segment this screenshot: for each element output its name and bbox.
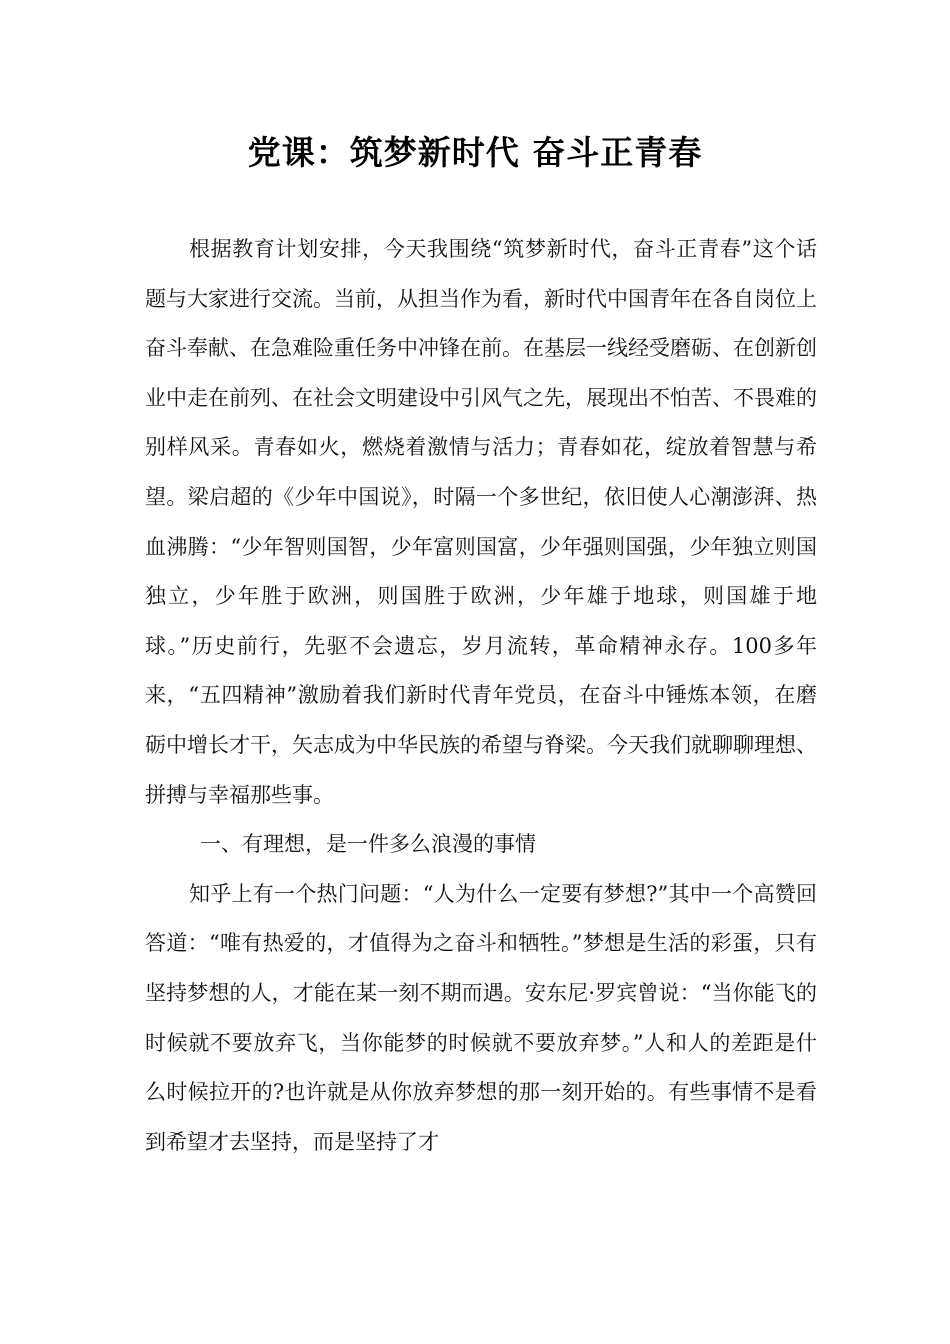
- document-title: 党课：筑梦新时代 奋斗正青春: [247, 133, 703, 172]
- section-heading-1: 一、有理想，是一件多么浪漫的事情: [200, 832, 536, 857]
- document-body: [145, 225, 817, 1167]
- intro-paragraph: 根据教育计划安排，今天我围绕“筑梦新时代，奋斗正青春”这个话题与大家进行交流。当前，从担当作为看，新时代中国青年在各自岗位上奋斗奉献、在急难险重任务中冲锋在前。在基层一线经受磨砺、在创新创业中走在前列、在社会文明建设中引风气之先，展现出不怕苦、不畏难的别样风采。青春如火，燃烧着激情与活力；青春如花，绽放着智慧与希望。梁启超的《少年中国说》，时隔一个多世纪，依旧使人心潮澎湃、热血沸腾：“少年智则国智，少年富则国富，少年强则国强，少年独立则国独立，少年胜于欧洲，则国胜于欧洲，少年雄于地球，则国雄于地球。”历史前行，先驱不会遗忘，岁月流转，革命精神永存。100多年来，“五四精神”激励着我们新时代青年党员，在奋斗中锤炼本领，在磨砺中增长才干，矢志成为中华民族的希望与脊梁。今天我们就聊聊理想、拼搏与幸福那些事。: [145, 237, 817, 807]
- section-1-paragraph: 知乎上有一个热门问题：“人为什么一定要有梦想?”其中一个高赞回答道：“唯有热爱的，才值得为之奋斗和牺牲。”梦想是生活的彩蛋，只有坚持梦想的人，才能在某一刻不期而遇。安东尼·罗宾曾说：“当你能飞的时候就不要放弃飞，当你能梦的时候就不要放弃梦。”人和人的差距是什么时候拉开的?也许就是从你放弃梦想的那一刻开始的。有些事情不是看到希望才去坚持，而是坚持了才: [145, 881, 817, 1154]
